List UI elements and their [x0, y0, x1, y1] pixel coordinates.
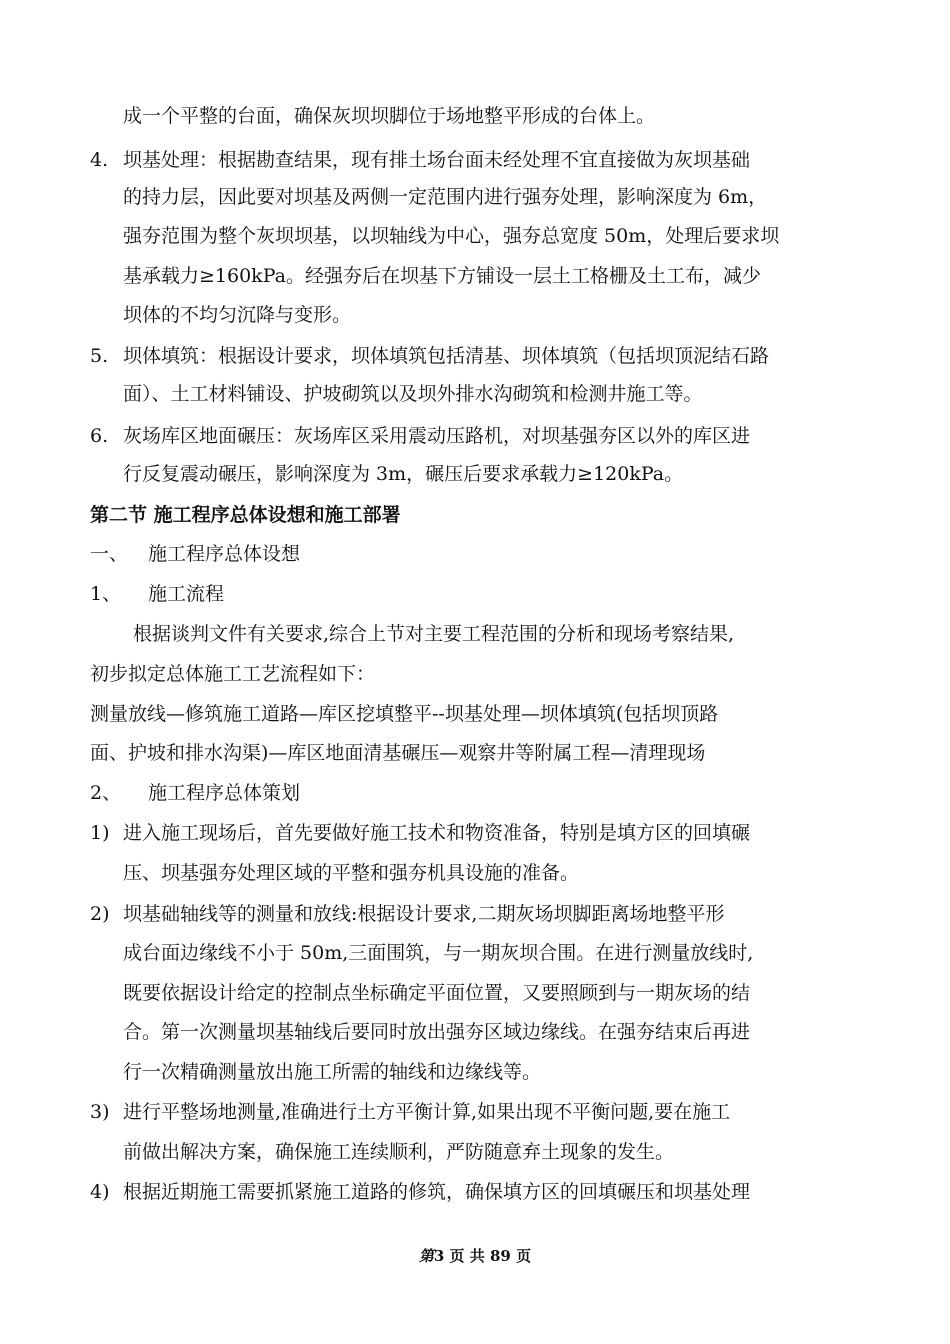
flow-line: 测量放线—修筑施工道路—库区挖填整平--坝基处理—坝体填筑(包括坝顶路 [90, 703, 719, 725]
list-number: 3) [90, 1101, 110, 1123]
paragraph-line: 灰场库区地面碾压：灰场库区采用震动压路机，对坝基强夯区以外的库区进 [123, 425, 751, 447]
paragraph-line: 坝基处理：根据勘查结果，现有排土场台面未经处理不宜直接做为灰坝基础 [123, 149, 751, 171]
paragraph-line: 基承载力≥160kPa。经强夯后在坝基下方铺设一层土工格栅及土工布，减少 [123, 265, 761, 287]
paragraph-line: 成一个平整的台面，确保灰坝坝脚位于场地整平形成的台体上。 [123, 105, 656, 127]
footer-page-number: 3 [433, 1247, 445, 1265]
list-number: 4. [90, 149, 109, 171]
paragraph-line: 的持力层，因此要对坝基及两侧一定范围内进行强夯处理，影响深度为 6m， [123, 186, 768, 208]
section-heading: 第二节 施工程序总体设想和施工部署 [90, 504, 401, 526]
paragraph-line: 强夯范围为整个灰坝坝基，以坝轴线为中心，强夯总宽度 50m，处理后要求坝 [123, 225, 780, 247]
paragraph-line: 坝基础轴线等的测量和放线:根据设计要求,二期灰场坝脚距离场地整平形 [123, 903, 725, 925]
list-number: 6. [90, 425, 109, 447]
subsection-title: 施工程序总体策划 [148, 782, 301, 804]
list-number: 5. [90, 345, 109, 367]
footer-suffix: 页 [510, 1247, 532, 1265]
paragraph-line: 压、坝基强夯处理区域的平整和强夯机具设施的准备。 [123, 862, 580, 884]
paragraph-line: 行反复震动碾压，影响深度为 3m，碾压后要求承载力≥120kPa。 [123, 463, 684, 485]
footer-prefix: 第 [418, 1247, 434, 1265]
list-number: 2) [90, 903, 110, 925]
subsection-number: 一、 [90, 543, 129, 565]
paragraph-line: 既要依据设计给定的控制点坐标确定平面位置，又要照顾到与一期灰场的结 [123, 982, 751, 1004]
list-number: 1) [90, 822, 110, 844]
paragraph-line: 根据近期施工需要抓紧施工道路的修筑，确保填方区的回填碾压和坝基处理 [123, 1181, 751, 1203]
subsection-number: 1、 [90, 583, 122, 605]
paragraph-line: 坝体填筑：根据设计要求，坝体填筑包括清基、坝体填筑（包括坝顶泥结石路 [123, 345, 770, 367]
subsection-title: 施工程序总体设想 [148, 543, 301, 565]
paragraph-line: 面）、土工材料铺设、护坡砌筑以及坝外排水沟砌筑和检测井施工等。 [123, 383, 703, 405]
paragraph-line: 行一次精确测量放出施工所需的轴线和边缘线等。 [123, 1061, 542, 1083]
paragraph-line: 合。第一次测量坝基轴线后要同时放出强夯区域边缘线。在强夯结束后再进 [123, 1021, 751, 1043]
paragraph-line: 前做出解决方案，确保施工连续顺利，严防随意弃土现象的发生。 [123, 1141, 675, 1163]
flow-line: 面、护坡和排水沟渠)—库区地面清基碾压—观察井等附属工程—清理现场 [90, 742, 706, 764]
footer-total-pages: 89 [490, 1247, 511, 1265]
paragraph-line: 坝体的不均匀沉降与变形。 [123, 304, 352, 326]
page-footer [0, 1246, 950, 1266]
footer-middle: 页 共 [444, 1247, 490, 1265]
subsection-title: 施工流程 [148, 583, 225, 605]
paragraph-line: 进行平整场地测量,准确进行土方平衡计算,如果出现不平衡问题,要在施工 [123, 1101, 731, 1123]
subsection-number: 2、 [90, 782, 122, 804]
paragraph-line: 成台面边缘线不小于 50m,三面围筑，与一期灰坝合围。在进行测量放线时, [123, 942, 754, 964]
paragraph-line: 根据谈判文件有关要求,综合上节对主要工程范围的分析和现场考察结果, [133, 623, 735, 645]
paragraph-line: 进入施工现场后，首先要做好施工技术和物资准备，特别是填方区的回填碾 [123, 822, 751, 844]
list-number: 4) [90, 1181, 110, 1203]
paragraph-line: 初步拟定总体施工工艺流程如下： [90, 663, 376, 685]
